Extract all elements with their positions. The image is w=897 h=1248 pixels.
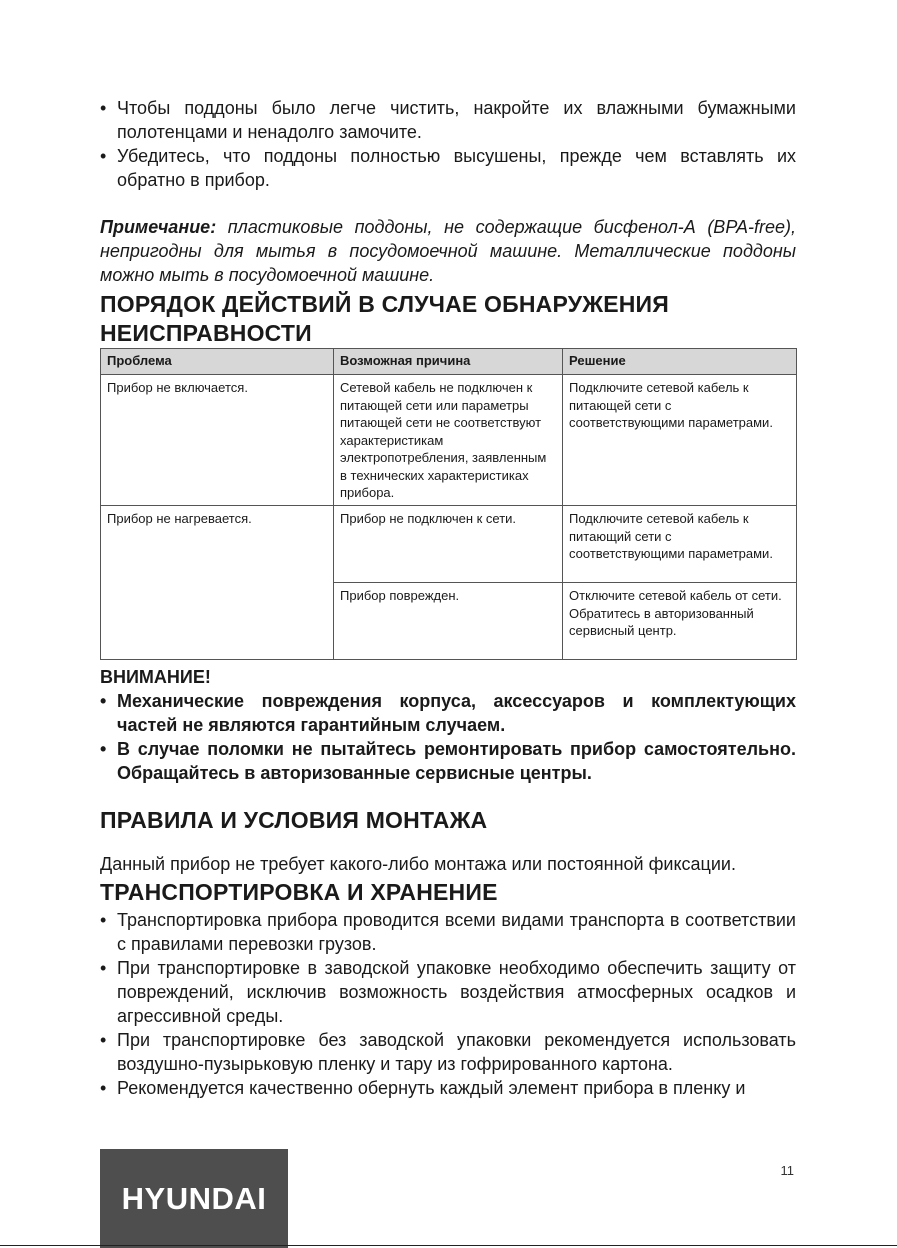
warning-bullet-1: • Механические повреждения корпуса, аксессуаров и комплектующих частей не являются гарантийным случаем.	[100, 689, 796, 737]
warning-title: ВНИМАНИЕ!	[100, 667, 211, 687]
problem-cell: Прибор не включается.	[101, 375, 334, 506]
table-header-row	[101, 349, 797, 375]
solution-cell: Отключите сетевой кабель от сети. Обратитесь в авторизованный сервисный центр.	[563, 583, 797, 660]
mounting-title: ПРАВИЛА И УСЛОВИЯ МОНТАЖА	[100, 807, 488, 833]
intro-bullet-2: • Убедитесь, что поддоны полностью высушены, прежде чем вставлять их обратно в прибор.	[100, 144, 796, 192]
transport-bullet-4: • Рекомендуется качественно обернуть каждый элемент прибора в пленку и	[100, 1076, 796, 1100]
header-problem: Проблема	[101, 349, 334, 375]
header-cause: Возможная причина	[334, 349, 563, 375]
header-solution: Решение	[563, 349, 797, 375]
warning-bullet-list	[100, 689, 796, 785]
mounting-text: Данный прибор не требует какого-либо монтажа или постоянной фиксации.	[100, 854, 736, 874]
intro-bullet-list	[100, 96, 796, 192]
problem-cell: Прибор не нагревается.	[101, 506, 334, 660]
transport-bullet-2: • При транспортировке в заводской упаковке необходимо обеспечить защиту от повреждений, исключив возможность воздействия атмосферных осадков и агрессивной среды.	[100, 956, 796, 1028]
transport-bullet-list	[100, 908, 796, 1100]
note-label: Примечание:	[100, 217, 217, 237]
warning-block	[100, 665, 796, 785]
solution-cell: Подключите сетевой кабель к питающий сети с соответствующими параметрами.	[563, 506, 797, 583]
cause-cell: Сетевой кабель не подключен к питающей сети или параметры питающей сети не соответствуют характеристикам электропотребления, заявленным в технических характеристиках прибора.	[334, 375, 563, 506]
transport-bullet-1: • Транспортировка прибора проводится всеми видами транспорта в соответствии с правилами перевозки грузов.	[100, 908, 796, 956]
transport-bullet-3: • При транспортировке без заводской упаковки рекомендуется использовать воздушно-пузырьковую пленку и тару из гофрированного картона.	[100, 1028, 796, 1076]
warning-bullet-2: • В случае поломки не пытайтесь ремонтировать прибор самостоятельно. Обращайтесь в авторизованные сервисные центры.	[100, 737, 796, 785]
page-number: 11	[780, 1163, 794, 1178]
troubleshooting-table	[100, 348, 797, 660]
table-row	[101, 375, 797, 506]
note-text: пластиковые поддоны, не содержащие бисфенол-А (BPA-free), непригодны для мытья в посудомоечной машине. Металлические поддоны можно мыть в посудомоечной машине.	[100, 217, 796, 285]
brand-logo	[100, 1149, 288, 1248]
solution-cell: Подключите сетевой кабель к питающей сети с соответствующими параметрами.	[563, 375, 797, 506]
bottom-divider	[0, 1245, 897, 1246]
cause-cell: Прибор не подключен к сети.	[334, 506, 563, 583]
table-row	[101, 506, 797, 583]
troubleshooting-title: ПОРЯДОК ДЕЙСТВИЙ В СЛУЧАЕ ОБНАРУЖЕНИЯ НЕИСПРАВНОСТИ	[100, 291, 670, 346]
brand-logo-text: HYUNDAI	[121, 1180, 267, 1216]
note-paragraph	[100, 215, 796, 287]
cause-cell: Прибор поврежден.	[334, 583, 563, 660]
transport-title: ТРАНСПОРТИРОВКА И ХРАНЕНИЕ	[100, 879, 498, 905]
intro-bullet-1: • Чтобы поддоны было легче чистить, накройте их влажными бумажными полотенцами и ненадолго замочите.	[100, 96, 796, 144]
